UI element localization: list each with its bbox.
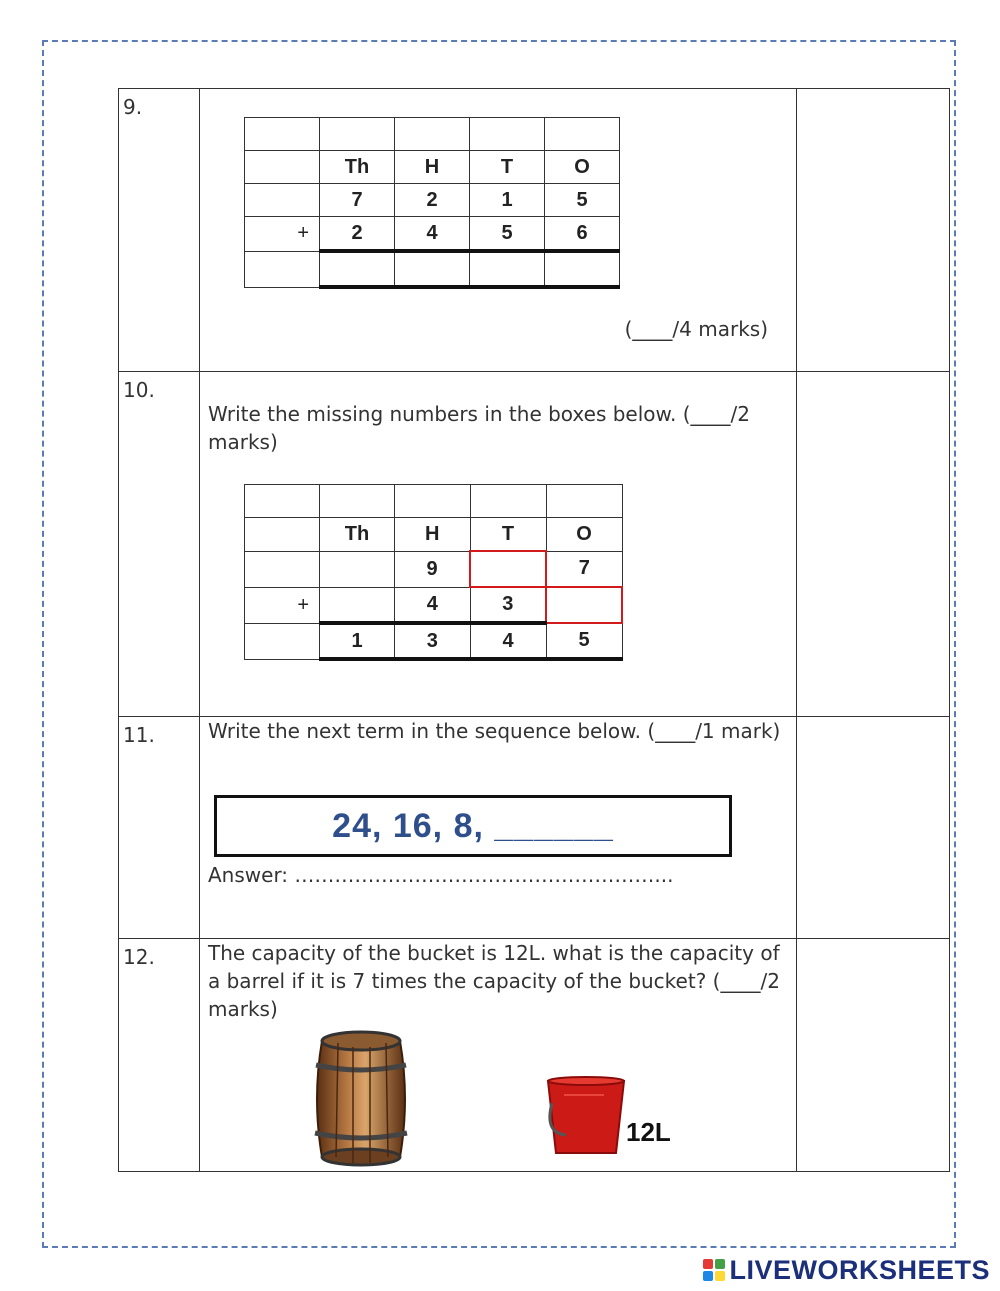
- digit-cell: 2: [320, 217, 395, 252]
- liveworksheets-logo[interactable]: [703, 1256, 990, 1284]
- question-body: [200, 939, 797, 1172]
- sequence-box: [214, 795, 732, 857]
- sequence-text: 24, 16, 8, ______: [332, 807, 614, 845]
- digit-cell: 9: [395, 551, 471, 587]
- header-t: T: [470, 151, 545, 184]
- missing-number-box[interactable]: [546, 587, 622, 623]
- digit-cell: 3: [470, 587, 546, 623]
- question-text: Write the missing numbers in the boxes below. (____/2 marks): [208, 402, 751, 454]
- question-body: [200, 717, 797, 939]
- answer-input-o[interactable]: [545, 251, 620, 287]
- digit-cell: 2: [395, 184, 470, 217]
- answer-input-t[interactable]: [470, 251, 545, 287]
- bucket-icon: [544, 1075, 628, 1157]
- digit-cell: 7: [320, 184, 395, 217]
- header-o: O: [546, 518, 622, 552]
- marks-column: [797, 89, 950, 372]
- answer-line[interactable]: Answer: ………………………………………………...: [208, 863, 674, 887]
- digit-cell: [320, 551, 395, 587]
- digit-cell: 1: [470, 184, 545, 217]
- plus-sign: +: [245, 587, 320, 623]
- question-number: 11.: [119, 717, 200, 939]
- header-h: H: [395, 151, 470, 184]
- digit-cell: 6: [545, 217, 620, 252]
- digit-cell: [320, 587, 395, 623]
- digit-cell: 7: [546, 551, 622, 587]
- digit-cell: 4: [395, 587, 471, 623]
- marks-label: (____/4 marks): [624, 317, 768, 341]
- result-digit: 5: [546, 623, 622, 659]
- header-t: T: [470, 518, 546, 552]
- questions-table: [118, 88, 950, 1172]
- question-row-10: [119, 372, 950, 717]
- result-digit: 4: [470, 623, 546, 659]
- bucket-capacity-label: 12L: [626, 1117, 671, 1147]
- addition-table: [244, 117, 620, 289]
- question-body: [200, 372, 797, 717]
- header-o: O: [545, 151, 620, 184]
- marks-column: [797, 939, 950, 1172]
- question-number: 12.: [119, 939, 200, 1172]
- question-row-11: [119, 717, 950, 939]
- header-th: Th: [320, 518, 395, 552]
- question-text: The capacity of the bucket is 12L. what is the capacity of a barrel if it is 7 times the capacity of the bucket? (____/2 marks): [208, 941, 780, 1021]
- result-digit: 3: [395, 623, 471, 659]
- plus-sign: +: [245, 217, 320, 252]
- marks-column: [797, 372, 950, 717]
- brand-name: LIVEWORKSHEETS: [729, 1254, 990, 1285]
- question-body: [200, 89, 797, 372]
- question-number: 10.: [119, 372, 200, 717]
- header-th: Th: [320, 151, 395, 184]
- logo-squares-icon: [703, 1259, 725, 1281]
- question-text: Write the next term in the sequence below. (____/1 mark): [208, 719, 781, 743]
- digit-cell: 5: [545, 184, 620, 217]
- marks-column: [797, 717, 950, 939]
- digit-cell: 5: [470, 217, 545, 252]
- question-row-12: [119, 939, 950, 1172]
- result-digit: 1: [320, 623, 395, 659]
- question-row-9: [119, 89, 950, 372]
- barrel-icon: [308, 1029, 414, 1169]
- missing-number-table: [244, 484, 623, 661]
- header-h: H: [395, 518, 471, 552]
- answer-input-th[interactable]: [320, 251, 395, 287]
- missing-number-box[interactable]: [470, 551, 546, 587]
- digit-cell: 4: [395, 217, 470, 252]
- answer-input-h[interactable]: [395, 251, 470, 287]
- question-number: 9.: [119, 89, 200, 372]
